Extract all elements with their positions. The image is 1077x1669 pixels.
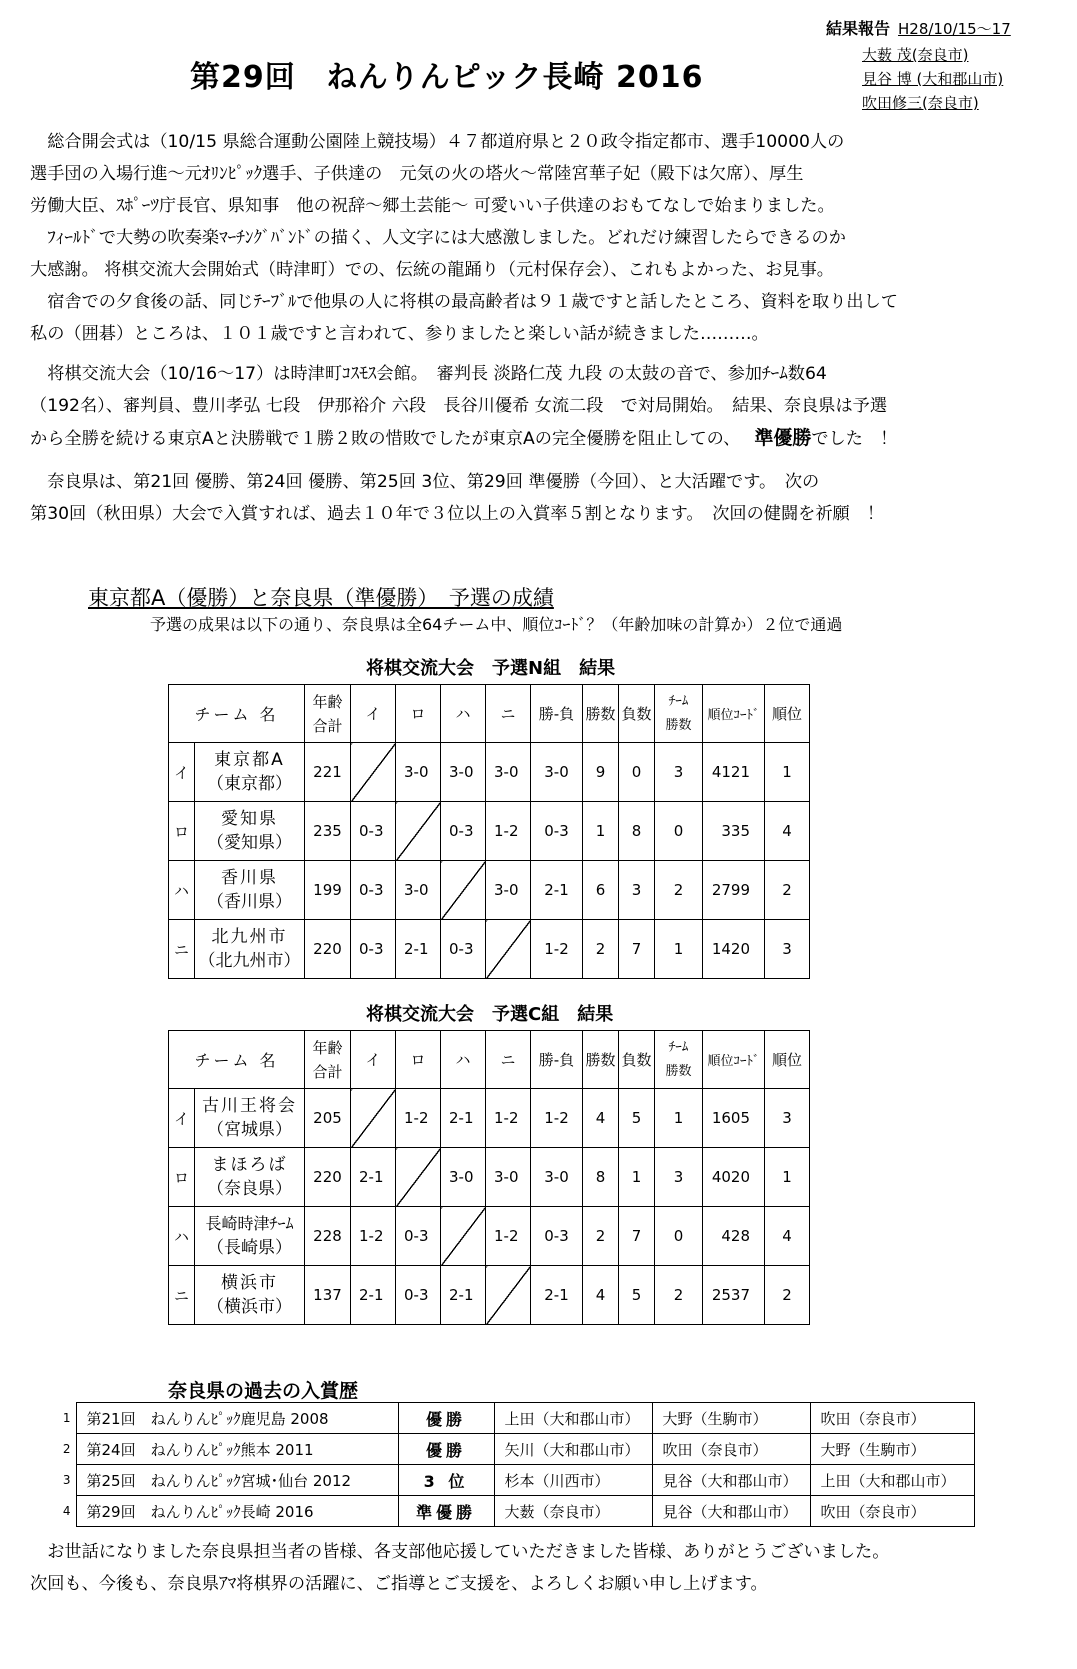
header-col-ro: ロ bbox=[396, 685, 441, 743]
history-player-1: 大薮（奈良市） bbox=[494, 1496, 652, 1527]
team-name-cell bbox=[195, 1089, 305, 1148]
header-wins: 勝数 bbox=[583, 685, 619, 743]
rank: 2 bbox=[765, 861, 810, 920]
header-col-ha: ハ bbox=[441, 685, 486, 743]
win-loss: 2-1 bbox=[531, 861, 583, 920]
history-player-2: 吹田（奈良市） bbox=[652, 1434, 810, 1465]
losses: 5 bbox=[619, 1266, 655, 1325]
row-mark: ニ bbox=[169, 920, 195, 979]
report-label: 結果報告 bbox=[826, 19, 891, 38]
header-rank-code: 順位ｺｰﾄﾞ bbox=[703, 685, 765, 743]
rank-code: 1420 bbox=[703, 920, 765, 979]
paragraph-nara-record bbox=[30, 466, 1055, 530]
header-tw-line1: ﾁｰﾑ bbox=[668, 693, 689, 709]
group-n-table bbox=[168, 684, 810, 979]
team-name: 香川県 bbox=[221, 868, 278, 888]
header-age-line2: 合計 bbox=[312, 716, 343, 735]
history-player-1: 矢川（大和郡山市） bbox=[494, 1434, 652, 1465]
header-team-wins bbox=[655, 685, 703, 743]
team-prefecture: （北九州市） bbox=[198, 951, 301, 971]
match-result: 0-3 bbox=[351, 920, 396, 979]
history-rank: 優勝 bbox=[398, 1403, 494, 1434]
header-tw-line1: ﾁｰﾑ bbox=[668, 1039, 689, 1055]
text-line: 総合開会式は（10/15 県総合運動公園陸上競技場）４７都道府県と２０政令指定都市、選手10000人の bbox=[30, 132, 845, 152]
group-n-caption: 将棋交流大会 予選N組 結果 bbox=[366, 658, 616, 679]
table-row bbox=[169, 802, 810, 861]
history-rank: 3 位 bbox=[398, 1465, 494, 1496]
match-result: 1-2 bbox=[486, 1089, 531, 1148]
team-prefecture: （東京都） bbox=[207, 774, 292, 794]
match-result: 1-2 bbox=[351, 1207, 396, 1266]
section-subtitle: 予選の成果は以下の通り、奈良県は全64チーム中、順位ｺｰﾄﾞ？（年齢加味の計算か）２位で通過 bbox=[150, 615, 843, 634]
text-line: （192名）、審判員、豊川孝弘 七段 伊那裕介 六段 長谷川優希 女流二段 で対局開始。 結果、奈良県は予選 bbox=[30, 396, 888, 416]
team-prefecture: （香川県） bbox=[207, 892, 292, 912]
wins: 4 bbox=[583, 1266, 619, 1325]
wins: 8 bbox=[583, 1148, 619, 1207]
win-loss: 1-2 bbox=[531, 920, 583, 979]
table-row bbox=[169, 1207, 810, 1266]
history-rank: 準優勝 bbox=[398, 1496, 494, 1527]
match-result: 1-2 bbox=[486, 802, 531, 861]
row-mark: ロ bbox=[169, 802, 195, 861]
paragraph-tournament bbox=[30, 358, 1055, 454]
header-age-line2: 合計 bbox=[312, 1062, 343, 1081]
text-span: でした ！ bbox=[811, 429, 898, 449]
text-line: 将棋交流大会（10/16～17）は時津町ｺｽﾓｽ会館。 審判長 淡路仁茂 九段 の太鼓の音で、参加ﾁｰﾑ数64 bbox=[30, 364, 827, 384]
text-line: 労働大臣、ｽﾎﾟｰﾂ庁長官、県知事 他の祝辞～郷土芸能～ 可愛いい子供達のおもてなしで始まりました。 bbox=[30, 196, 835, 216]
page-title: 第29回 ねんりんピック長崎 2016 bbox=[190, 60, 704, 95]
age-total: 220 bbox=[305, 1148, 351, 1207]
header-wins: 勝数 bbox=[583, 1031, 619, 1089]
rank: 3 bbox=[765, 1089, 810, 1148]
wins: 4 bbox=[583, 1089, 619, 1148]
rank-code: 2799 bbox=[703, 861, 765, 920]
history-player-1: 杉本（川西市） bbox=[494, 1465, 652, 1496]
header-rank-code: 順位ｺｰﾄﾞ bbox=[703, 1031, 765, 1089]
history-player-1: 上田（大和郡山市） bbox=[494, 1403, 652, 1434]
section-title: 東京都A（優勝）と奈良県（準優勝） 予選の成績 bbox=[88, 586, 554, 610]
self-match-cell bbox=[441, 1207, 486, 1266]
history-player-3: 上田（大和郡山市） bbox=[810, 1465, 974, 1496]
match-result: 0-3 bbox=[351, 802, 396, 861]
row-mark: ハ bbox=[169, 861, 195, 920]
team-name: 古川王将会 bbox=[202, 1096, 297, 1116]
self-match-cell bbox=[351, 743, 396, 802]
age-total: 221 bbox=[305, 743, 351, 802]
history-index: 4 bbox=[62, 1504, 71, 1518]
match-result: 2-1 bbox=[396, 920, 441, 979]
team-prefecture: （奈良県） bbox=[207, 1179, 292, 1199]
header-age-total bbox=[305, 685, 351, 743]
closing-remarks bbox=[30, 1536, 889, 1600]
win-loss: 3-0 bbox=[531, 743, 583, 802]
team-prefecture: （横浜市） bbox=[207, 1297, 292, 1317]
header-age-total bbox=[305, 1031, 351, 1089]
text-line: 次回も、今後も、奈良県ｱﾏ将棋界の活躍に、ご指導とご支援を、よろしくお願い申し上げます。 bbox=[30, 1574, 768, 1594]
age-total: 199 bbox=[305, 861, 351, 920]
text-line: 選手団の入場行進～元ｵﾘﾝﾋﾟｯｸ選手、子供達の 元気の火の塔火～常陸宮華子妃（殿下は欠席）、厚生 bbox=[30, 164, 804, 184]
losses: 3 bbox=[619, 861, 655, 920]
history-title: 奈良県の過去の入賞歴 bbox=[168, 1380, 359, 1402]
text-span: から全勝を続ける東京Aと決勝戦で１勝２敗の惜敗でしたが東京Aの完全優勝を阻止しての、 bbox=[30, 429, 741, 449]
match-result: 3-0 bbox=[486, 861, 531, 920]
match-result: 3-0 bbox=[396, 861, 441, 920]
team-wins: 2 bbox=[655, 1266, 703, 1325]
match-result: 2-1 bbox=[441, 1266, 486, 1325]
rank-code: 4020 bbox=[703, 1148, 765, 1207]
history-table bbox=[58, 1402, 975, 1527]
self-match-cell bbox=[486, 1266, 531, 1325]
team-name: 北九州市 bbox=[211, 927, 288, 947]
history-index: 2 bbox=[62, 1442, 71, 1456]
history-player-2: 見谷（大和郡山市） bbox=[652, 1496, 810, 1527]
report-dates: H28/10/15～17 bbox=[898, 20, 1011, 38]
team-wins: 1 bbox=[655, 1089, 703, 1148]
rank-code: 335 bbox=[703, 802, 765, 861]
match-result: 2-1 bbox=[441, 1089, 486, 1148]
wins: 1 bbox=[583, 802, 619, 861]
rank: 2 bbox=[765, 1266, 810, 1325]
history-player-3: 吹田（奈良市） bbox=[810, 1496, 974, 1527]
history-player-3: 大野（生駒市） bbox=[810, 1434, 974, 1465]
header-losses: 負数 bbox=[619, 685, 655, 743]
text-line bbox=[30, 422, 1055, 454]
table-row bbox=[169, 920, 810, 979]
text-line: お世話になりました奈良県担当者の皆様、各支部他応援していただきました皆様、ありがとうございました。 bbox=[30, 1542, 890, 1562]
header-col-ni: ニ bbox=[486, 1031, 531, 1089]
team-wins: 3 bbox=[655, 743, 703, 802]
match-result: 2-1 bbox=[351, 1266, 396, 1325]
header-col-ro: ロ bbox=[396, 1031, 441, 1089]
team-name-cell bbox=[195, 861, 305, 920]
age-total: 235 bbox=[305, 802, 351, 861]
history-player-2: 見谷（大和郡山市） bbox=[652, 1465, 810, 1496]
rank: 4 bbox=[765, 802, 810, 861]
row-mark: イ bbox=[169, 1089, 195, 1148]
rank-code: 1605 bbox=[703, 1089, 765, 1148]
header-tw-line2: 勝数 bbox=[665, 1063, 692, 1079]
team-name: 長崎時津ﾁｰﾑ bbox=[205, 1214, 294, 1233]
header-team: チーム 名 bbox=[169, 1031, 305, 1089]
table-row bbox=[169, 1148, 810, 1207]
self-match-cell bbox=[486, 920, 531, 979]
text-line: 私の（囲碁）ところは、１０１歳ですと言われて、参りましたと楽しい話が続きました………。 bbox=[30, 324, 769, 344]
losses: 0 bbox=[619, 743, 655, 802]
history-event: 第24回 ねんりんﾋﾟｯｸ熊本 2011 bbox=[76, 1434, 398, 1465]
header-col-i: イ bbox=[351, 1031, 396, 1089]
history-row bbox=[58, 1434, 974, 1465]
self-match-cell bbox=[396, 802, 441, 861]
team-prefecture: （愛知県） bbox=[207, 833, 292, 853]
wins: 6 bbox=[583, 861, 619, 920]
header-col-ha: ハ bbox=[441, 1031, 486, 1089]
row-mark: ハ bbox=[169, 1207, 195, 1266]
match-result: 0-3 bbox=[351, 861, 396, 920]
table-row bbox=[169, 1089, 810, 1148]
match-result: 0-3 bbox=[441, 920, 486, 979]
losses: 8 bbox=[619, 802, 655, 861]
team-name-cell bbox=[195, 1207, 305, 1266]
self-match-cell bbox=[396, 1148, 441, 1207]
header-wl: 勝-負 bbox=[531, 685, 583, 743]
self-match-cell bbox=[351, 1089, 396, 1148]
team-name-cell bbox=[195, 743, 305, 802]
win-loss: 0-3 bbox=[531, 802, 583, 861]
rank-code: 428 bbox=[703, 1207, 765, 1266]
team-name-cell bbox=[195, 1148, 305, 1207]
history-event: 第21回 ねんりんﾋﾟｯｸ鹿児島 2008 bbox=[76, 1403, 398, 1434]
reporter-2: 見谷 博 (大和郡山市) bbox=[862, 70, 1004, 88]
losses: 5 bbox=[619, 1089, 655, 1148]
table-row bbox=[169, 861, 810, 920]
wins: 9 bbox=[583, 743, 619, 802]
team-name: まほろば bbox=[211, 1155, 288, 1175]
team-prefecture: （宮城県） bbox=[207, 1120, 292, 1140]
team-wins: 1 bbox=[655, 920, 703, 979]
rank-code: 4121 bbox=[703, 743, 765, 802]
header-row bbox=[169, 685, 810, 743]
rank: 3 bbox=[765, 920, 810, 979]
history-rank: 優勝 bbox=[398, 1434, 494, 1465]
group-c-table bbox=[168, 1030, 810, 1325]
match-result: 0-3 bbox=[396, 1266, 441, 1325]
header-team: チーム 名 bbox=[169, 685, 305, 743]
team-name: 愛知県 bbox=[221, 809, 278, 829]
rank: 4 bbox=[765, 1207, 810, 1266]
header-rank: 順位 bbox=[765, 685, 810, 743]
text-line: 宿舎での夕食後の話、同じﾃｰﾌﾞﾙで他県の人に将棋の最高齢者は９１歳ですと話したところ、資料を取り出して bbox=[30, 292, 898, 312]
history-event: 第25回 ねんりんﾋﾟｯｸ宮城･仙台 2012 bbox=[76, 1465, 398, 1496]
match-result: 3-0 bbox=[441, 743, 486, 802]
text-line: 奈良県は、第21回 優勝、第24回 優勝、第25回 3位、第29回 準優勝（今回）、と大活躍です。 次の bbox=[30, 472, 820, 492]
row-mark: イ bbox=[169, 743, 195, 802]
match-result: 1-2 bbox=[396, 1089, 441, 1148]
age-total: 205 bbox=[305, 1089, 351, 1148]
header-losses: 負数 bbox=[619, 1031, 655, 1089]
history-row bbox=[58, 1465, 974, 1496]
team-name-cell bbox=[195, 1266, 305, 1325]
team-prefecture: （長崎県） bbox=[207, 1238, 292, 1258]
rank: 1 bbox=[765, 1148, 810, 1207]
group-c-caption: 将棋交流大会 予選C組 結果 bbox=[366, 1004, 614, 1025]
header-col-ni: ニ bbox=[486, 685, 531, 743]
losses: 7 bbox=[619, 920, 655, 979]
win-loss: 1-2 bbox=[531, 1089, 583, 1148]
history-player-3: 吹田（奈良市） bbox=[810, 1403, 974, 1434]
win-loss: 3-0 bbox=[531, 1148, 583, 1207]
reporter-1: 大薮 茂(奈良市) bbox=[862, 46, 969, 64]
match-result: 3-0 bbox=[486, 1148, 531, 1207]
history-row bbox=[58, 1496, 974, 1527]
rank: 1 bbox=[765, 743, 810, 802]
age-total: 137 bbox=[305, 1266, 351, 1325]
match-result: 0-3 bbox=[441, 802, 486, 861]
header-team-wins bbox=[655, 1031, 703, 1089]
header-tw-line2: 勝数 bbox=[665, 717, 692, 733]
history-row bbox=[58, 1403, 974, 1434]
table-row bbox=[169, 1266, 810, 1325]
team-name-cell bbox=[195, 802, 305, 861]
team-wins: 0 bbox=[655, 1207, 703, 1266]
team-wins: 0 bbox=[655, 802, 703, 861]
header-age-line1: 年齢 bbox=[312, 692, 343, 711]
age-total: 228 bbox=[305, 1207, 351, 1266]
team-name: 横浜市 bbox=[221, 1273, 278, 1293]
match-result: 3-0 bbox=[441, 1148, 486, 1207]
row-mark: ロ bbox=[169, 1148, 195, 1207]
age-total: 220 bbox=[305, 920, 351, 979]
wins: 2 bbox=[583, 920, 619, 979]
match-result: 1-2 bbox=[486, 1207, 531, 1266]
history-player-2: 大野（生駒市） bbox=[652, 1403, 810, 1434]
header-age-line1: 年齢 bbox=[312, 1038, 343, 1057]
header-rank: 順位 bbox=[765, 1031, 810, 1089]
header-wl: 勝-負 bbox=[531, 1031, 583, 1089]
runner-up-emphasis: 準優勝 bbox=[754, 427, 812, 449]
text-line: 大感謝。 将棋交流大会開始式（時津町）での、伝統の龍踊り（元村保存会）、これもよかった、お見事。 bbox=[30, 260, 834, 280]
match-result: 3-0 bbox=[486, 743, 531, 802]
win-loss: 2-1 bbox=[531, 1266, 583, 1325]
rank-code: 2537 bbox=[703, 1266, 765, 1325]
match-result: 3-0 bbox=[396, 743, 441, 802]
table-row bbox=[169, 743, 810, 802]
text-line: 第30回（秋田県）大会で入賞すれば、過去１０年で３位以上の入賞率５割となります。 次回の健闘を祈願 ！ bbox=[30, 504, 885, 524]
team-name: 東京都A bbox=[214, 750, 285, 770]
team-name-cell bbox=[195, 920, 305, 979]
losses: 1 bbox=[619, 1148, 655, 1207]
team-wins: 3 bbox=[655, 1148, 703, 1207]
paragraph-opening-ceremony bbox=[30, 126, 1055, 350]
self-match-cell bbox=[441, 861, 486, 920]
wins: 2 bbox=[583, 1207, 619, 1266]
report-header bbox=[826, 16, 1011, 39]
win-loss: 0-3 bbox=[531, 1207, 583, 1266]
text-line: ﾌｨｰﾙﾄﾞで大勢の吹奏楽ﾏｰﾁﾝｸﾞﾊﾞﾝﾄﾞの描く、人文字には大感激しました。どれだけ練習したらできるのか bbox=[30, 228, 846, 248]
header-col-i: イ bbox=[351, 685, 396, 743]
header-row bbox=[169, 1031, 810, 1089]
history-index: 1 bbox=[62, 1411, 71, 1425]
losses: 7 bbox=[619, 1207, 655, 1266]
history-index: 3 bbox=[62, 1473, 71, 1487]
match-result: 0-3 bbox=[396, 1207, 441, 1266]
reporter-3: 吹田修三(奈良市) bbox=[862, 94, 979, 112]
team-wins: 2 bbox=[655, 861, 703, 920]
match-result: 2-1 bbox=[351, 1148, 396, 1207]
history-event: 第29回 ねんりんﾋﾟｯｸ長崎 2016 bbox=[76, 1496, 398, 1527]
row-mark: ニ bbox=[169, 1266, 195, 1325]
